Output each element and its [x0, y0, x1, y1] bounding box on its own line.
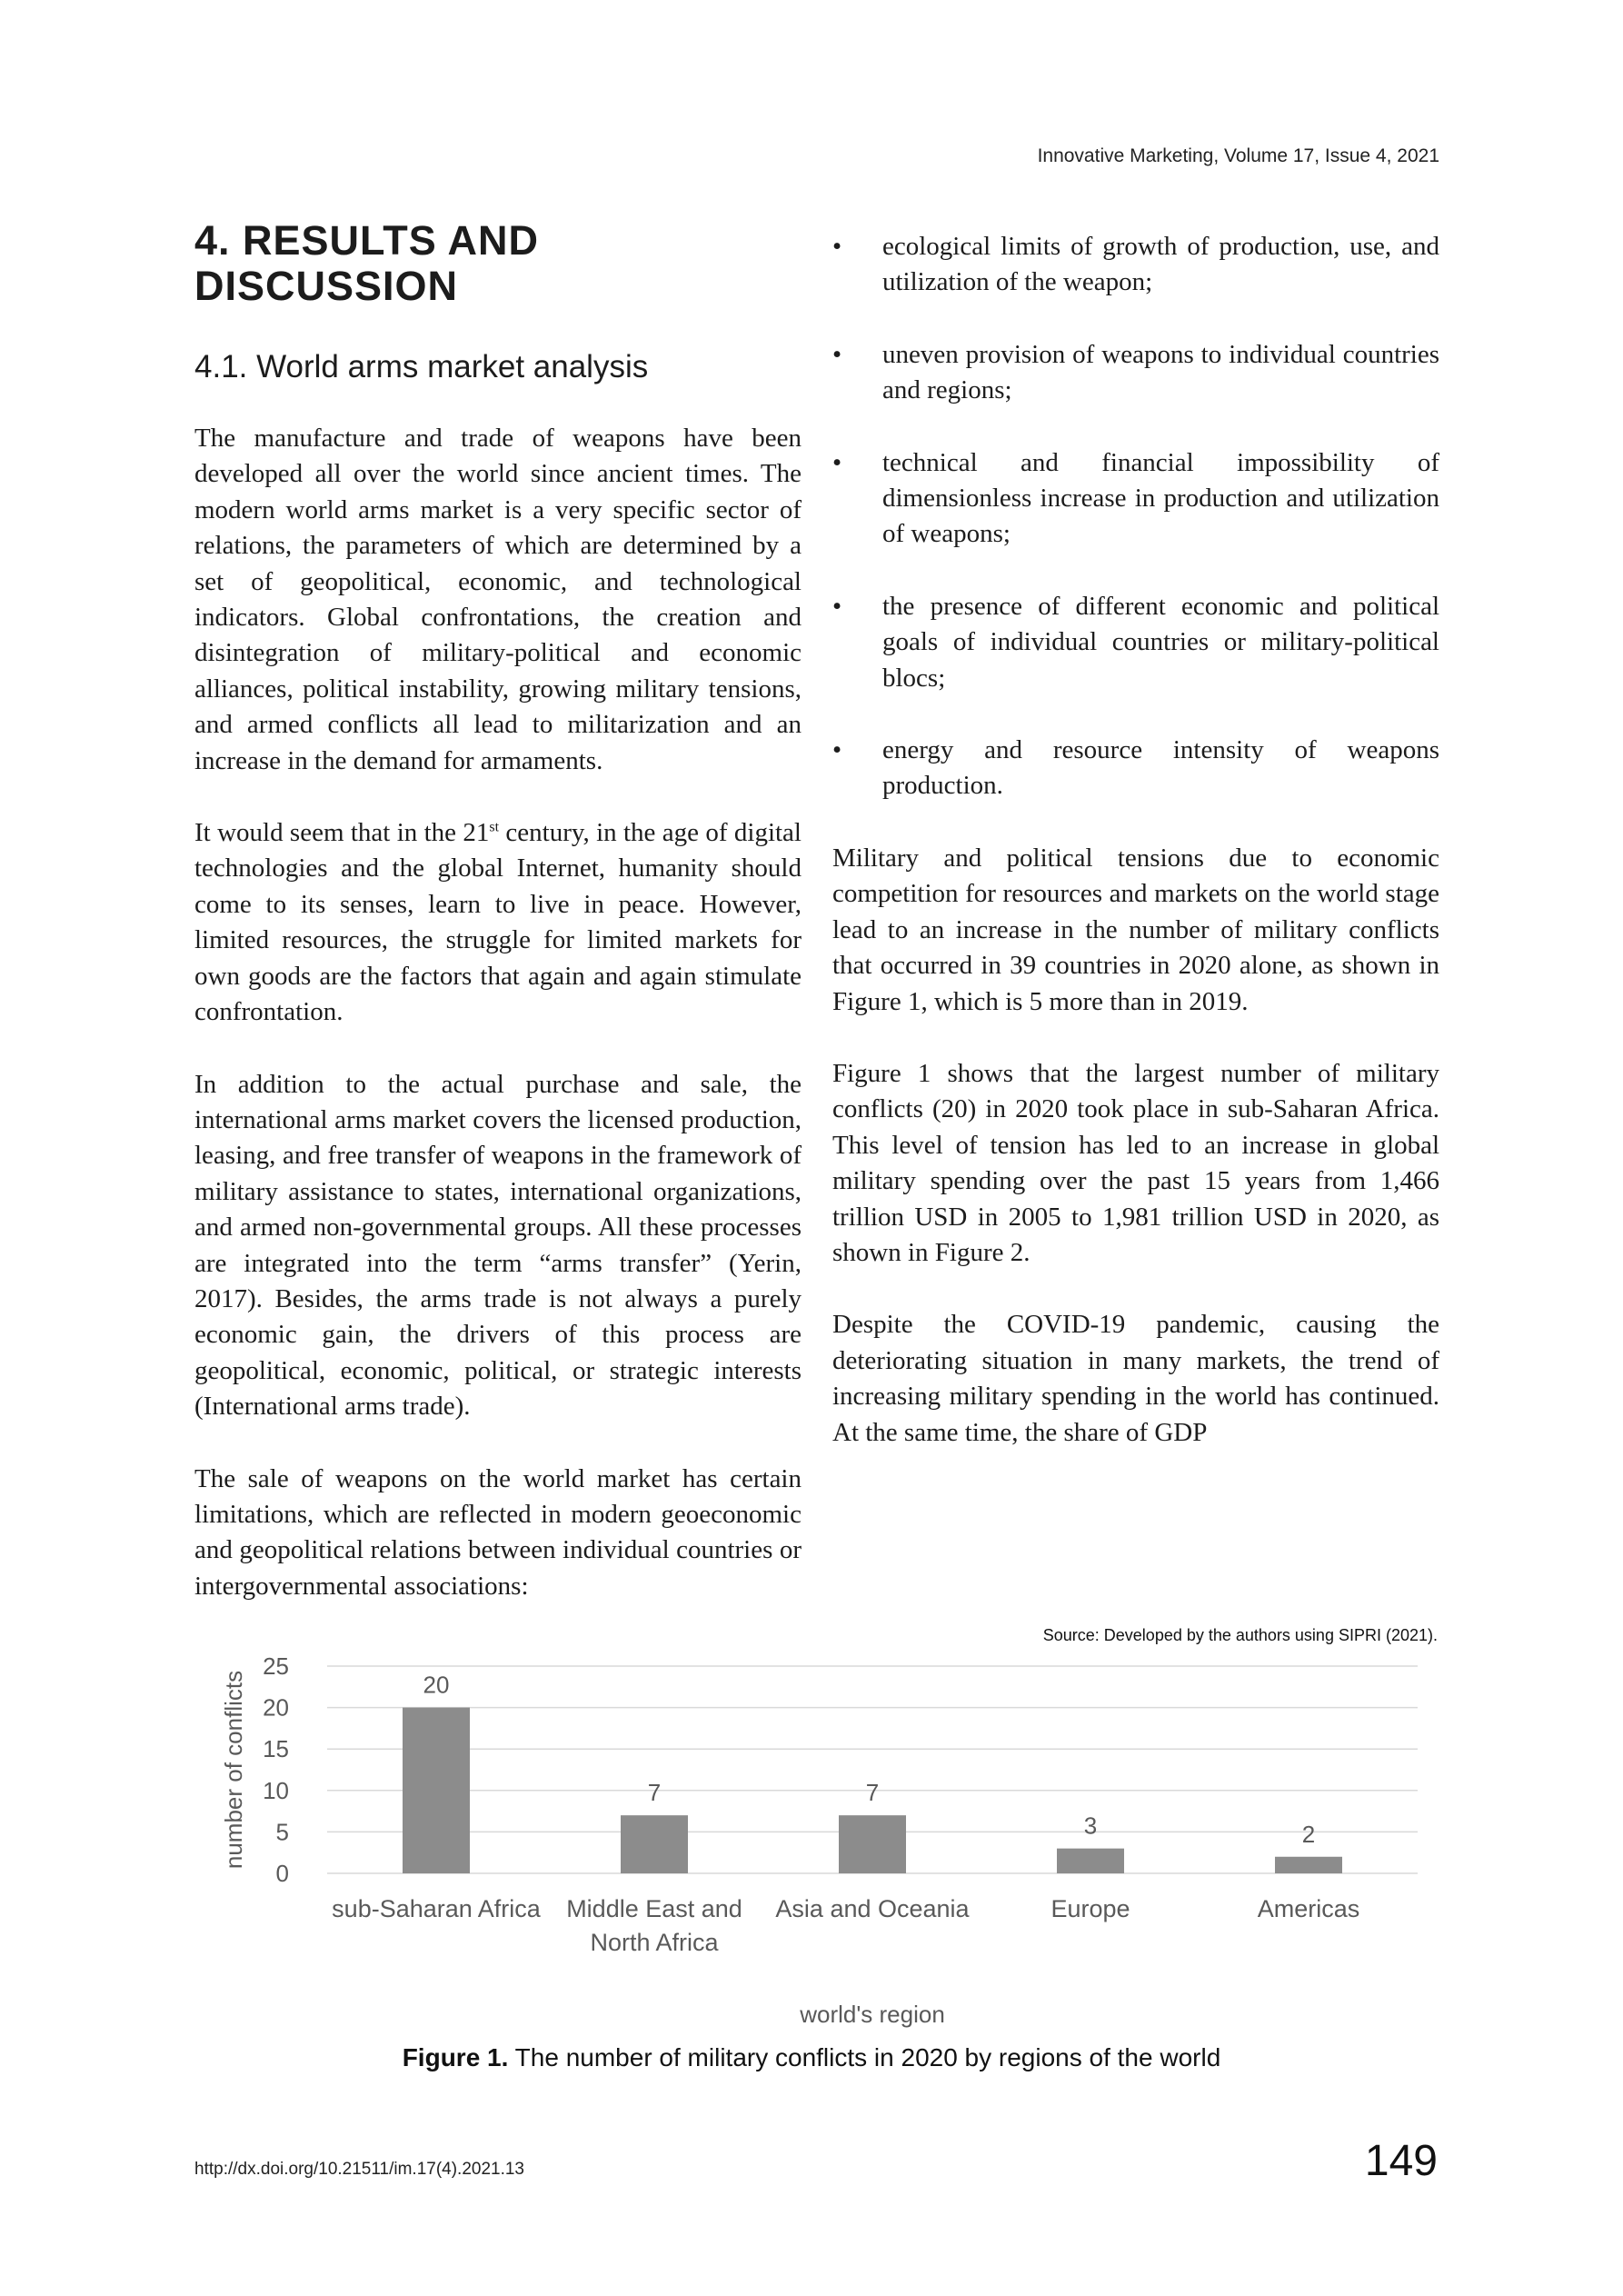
bar-2 [621, 1815, 688, 1873]
list-item: • the presence of different economic and political goals of individual countries or military-political blocs; [832, 589, 1439, 696]
subsection-heading: 4.1. World arms market analysis [194, 349, 649, 384]
paragraph [194, 815, 802, 1030]
data-label: 7 [647, 1779, 662, 1807]
y-axis-label: number of conflicts [220, 1670, 247, 1870]
x-tick-label: Europe [1050, 1895, 1130, 1922]
paragraph: Military and political tensions due to economic competition for resources and markets on the world stage lead to an increase in the number of military conflicts that occurred in 39 countries in 2020 alone, as shown in Figure 1, which is 5 more than in 2019. [832, 843, 1439, 1016]
x-tick-label: North Africa [590, 1929, 719, 1956]
footer-doi: http://dx.doi.org/10.21511/im.17(4).2021.13 [194, 2160, 525, 2179]
page-number: 149 [1364, 2137, 1438, 2185]
data-label: 7 [865, 1779, 880, 1807]
x-tick-label: Asia and Oceania [775, 1895, 970, 1922]
limitations-list [832, 229, 1439, 804]
list-item: • ecological limits of growth of production, use, and utilization of the weapon; [832, 229, 1439, 301]
bar-chart [200, 1650, 1427, 2041]
bar-4 [1057, 1849, 1124, 1873]
figure-source: Source: Developed by the authors using SIPRI (2021). [1042, 1626, 1438, 1644]
left-column [194, 218, 802, 1604]
paragraph-text: It would seem that in the 21 [194, 818, 490, 848]
running-header: Innovative Marketing, Volume 17, Issue 4, 2021 [1037, 145, 1439, 166]
paragraph-text: century, in the age of digital technologies and the global Internet, humanity should come to its senses, learn to live in peace. However, limited resources, the struggle for limited markets for own goods are the factors that again and again stimulate confrontation. [194, 818, 802, 1027]
y-tick-label: 20 [263, 1693, 289, 1722]
x-tick-label: Americas [1257, 1895, 1360, 1922]
list-item: • technical and financial impossibility of dimensionless increase in production and utilization of weapons; [832, 445, 1439, 553]
x-tick-label: Middle East and [566, 1895, 742, 1922]
x-tick-label: sub-Saharan Africa [332, 1895, 541, 1922]
y-tick-label: 25 [263, 1652, 289, 1680]
section-heading: 4. RESULTS AND DISCUSSION [194, 217, 540, 309]
figure-caption-text: The number of military conflicts in 2020 by regions of the world [508, 2043, 1221, 2071]
list-item: • energy and resource intensity of weapons production. [832, 733, 1439, 804]
paragraph: The manufacture and trade of weapons have been developed all over the world since ancient times. The modern world arms market is a very specific sector of relations, the parameters of which are determined by a set of geopolitical, economic, and technological indicators. Global confrontations, the creation and disintegration of military-political and economic alliances, political instability, growing military tensions, and armed conflicts all lead to militarization and an increase in the demand for armaments. [194, 424, 802, 775]
x-axis-label: world's region [800, 2001, 945, 2028]
y-tick-label: 15 [263, 1735, 289, 1763]
data-label: 20 [423, 1671, 450, 1699]
data-label: 3 [1083, 1812, 1098, 1840]
figure-caption [0, 2043, 1623, 2072]
paragraph: The sale of weapons on the world market has certain limitations, which are reflected in modern geoeconomic and geopolitical relations between individual countries or intergovernmental associations: [194, 1463, 802, 1601]
paragraph: Figure 1 shows that the largest number of military conflicts (20) in 2020 took place in sub-Saharan Africa. This level of tension has led to an increase in global military spending over the past 15 years from 1,466 trillion USD in 2005 to 1,981 trillion USD in 2020, as shown in Figure 2. [832, 1058, 1439, 1267]
right-column [832, 229, 1439, 1451]
data-label: 2 [1301, 1820, 1316, 1848]
y-tick-label: 10 [263, 1776, 289, 1804]
y-tick-label: 5 [275, 1818, 289, 1846]
paragraph: Despite the COVID-19 pandemic, causing the deteriorating situation in many markets, the trend of increasing military spending in the world has continued. At the same time, the share of GDP [832, 1310, 1439, 1447]
figure-label: Figure 1. [402, 2043, 509, 2071]
paragraph: In addition to the actual purchase and sale, the international arms market covers the licensed production, leasing, and free transfer of weapons in the framework of military assistance to states, international organizations, and armed non-governmental groups. All these processes are integrated into the term “arms transfer” (Yerin, 2017). Besides, the arms trade is not always a purely economic gain, the drivers of this process are geopolitical, economic, political, or strategic interests (International arms trade). [194, 1069, 802, 1422]
bar-3 [839, 1815, 906, 1873]
list-item: • uneven provision of weapons to individual countries and regions; [832, 337, 1439, 409]
bar-5 [1275, 1857, 1342, 1873]
y-tick-label: 0 [275, 1860, 289, 1887]
bar-1 [403, 1708, 470, 1873]
ordinal-suffix: st [489, 819, 500, 835]
